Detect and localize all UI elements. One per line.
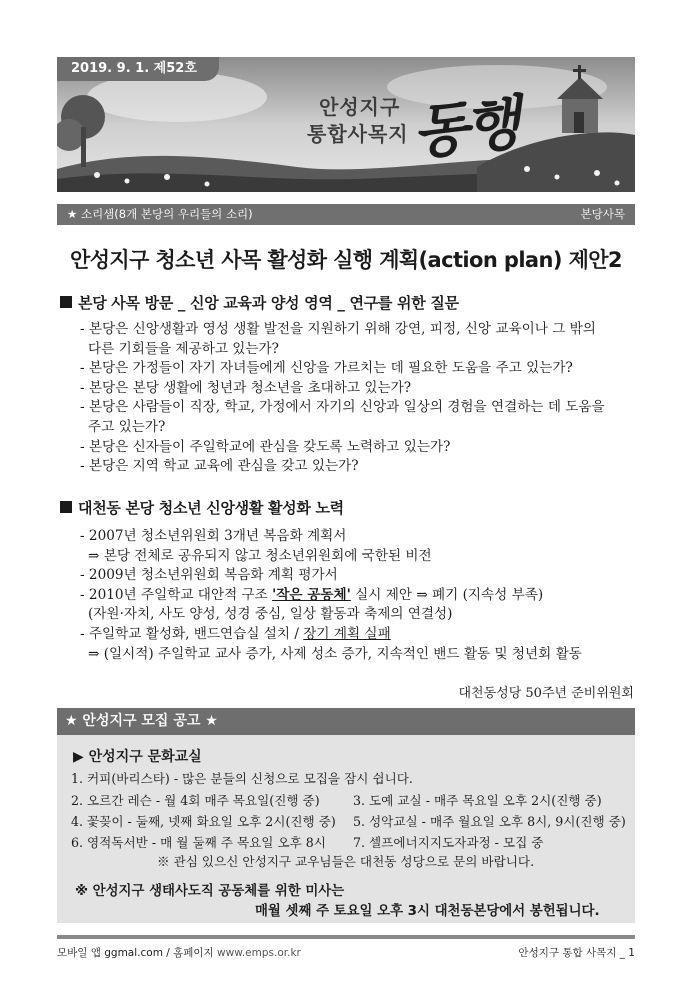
publication-title-line2: 통합사목지 bbox=[307, 122, 409, 146]
publication-logo: 동행 bbox=[409, 88, 520, 168]
article-signature: 대천동성당 50주년 준비위원회 bbox=[458, 686, 634, 701]
section2-history-list bbox=[80, 527, 640, 664]
text-span: - 주일학교 활성화, 밴드연습실 설치 / bbox=[80, 625, 304, 642]
mass-notice-line2: 매월 셋째 주 토요일 오후 3시 대천동본당에서 봉헌됩니다. bbox=[255, 904, 600, 919]
footer-divider bbox=[57, 935, 635, 939]
square-bullet-icon bbox=[60, 501, 72, 513]
footer-contact bbox=[57, 945, 301, 960]
notice-item: 5. 성악교실 - 매주 월요일 오후 8시, 9시(진행 중) bbox=[353, 814, 626, 829]
footer-contact-text: 모바일 앱 ggmal.com / 홈페이지 bbox=[57, 947, 218, 959]
section2-heading-text: 대천동 본당 청소년 신앙생활 활성화 노력 bbox=[78, 499, 344, 517]
section2-heading bbox=[60, 497, 344, 518]
notice-item: 3. 도예 교실 - 매주 목요일 오후 2시(진행 중) bbox=[353, 793, 602, 808]
notice-inquiry-note: ※ 관심 있으신 안성지구 교우님들은 대천동 성당으로 문의 바랍니다. bbox=[157, 854, 535, 869]
notice-item: 4. 꽃꽂이 - 둘째, 넷째 화요일 오후 2시(진행 중) bbox=[71, 814, 336, 829]
list-item-line: - 본당은 신앙생활과 영성 생활 발전을 지원하기 위해 강연, 피정, 신앙 교육이나 그 밖의 bbox=[80, 321, 596, 337]
list-item-line: - 본당은 가정들이 자기 자녀들에게 신앙을 가르치는 데 필요한 도움을 주고 있는가? bbox=[80, 360, 573, 377]
section1-heading-text: 본당 사목 방문 _ 신앙 교육과 양성 영역 _ 연구를 위한 질문 bbox=[78, 294, 459, 312]
list-item bbox=[80, 320, 640, 359]
list-item bbox=[80, 398, 640, 437]
section-category: 본당사목 bbox=[580, 207, 625, 221]
list-item bbox=[80, 457, 640, 477]
section-sublabel: (8개 본당의 우리들의 소리) bbox=[114, 207, 253, 221]
notice-item: 1. 커피(바리스타) - 많은 분들의 신청으로 모집을 잠시 쉽니다. bbox=[71, 771, 413, 786]
list-item bbox=[80, 379, 640, 399]
section-bar bbox=[57, 204, 635, 225]
notice-heading-text: ★ 안성지구 모집 공고 ★ bbox=[65, 713, 218, 729]
list-item-line: - 본당은 신자들이 주일학교에 관심을 갖도록 노력하고 있는가? bbox=[80, 438, 451, 455]
list-item-result: ⇒ 본당 전체로 공유되지 않고 청소년위원회에 국한된 비전 bbox=[88, 547, 432, 564]
text-span: 실시 제안 ⇒ 폐기 (지속성 부족) bbox=[350, 586, 544, 603]
list-item-detail: (자원·자치, 사도 양성, 성경 중심, 일상 활동과 축제의 연결성) bbox=[88, 606, 453, 623]
list-item-line: - 본당은 사람들이 직장, 학교, 가정에서 자기의 신앙과 일상의 경험을 연결하는 데 도움을 bbox=[80, 399, 605, 416]
list-item bbox=[80, 625, 640, 645]
list-item bbox=[80, 438, 640, 458]
notice-item: 7. 셀프에너지지도자과정 - 모집 중 bbox=[353, 835, 544, 850]
article-title: 안성지구 청소년 사목 활성화 실행 계획(action plan) 제안2 bbox=[70, 248, 622, 272]
list-item-line: - 본당은 본당 생활에 청년과 청소년을 초대하고 있는가? bbox=[80, 379, 412, 396]
list-item-line: - 본당은 지역 학교 교육에 관심을 갖고 있는가? bbox=[80, 458, 359, 475]
publication-title-line1: 안성지구 bbox=[319, 95, 401, 119]
notice-heading bbox=[57, 708, 635, 735]
emphasis-text: 장기 계획 실패 bbox=[303, 625, 391, 642]
notice-subheading: ▶ 안성지구 문화교실 bbox=[73, 749, 202, 765]
list-item bbox=[80, 359, 640, 379]
mass-notice-line1: ※ 안성지구 생태사도직 공동체를 위한 미사는 bbox=[75, 884, 345, 899]
list-item: - 2009년 청소년위원회 복음화 계획 평가서 bbox=[80, 567, 338, 584]
list-item-result: ⇒ (일시적) 주일학교 교사 증가, 사제 성소 증가, 지속적인 밴드 활동 및 청년회 활동 bbox=[88, 645, 582, 662]
section1-heading bbox=[60, 292, 459, 313]
section-label: 소리샘 bbox=[80, 207, 115, 221]
emphasis-text: '작은 공동체' bbox=[272, 586, 351, 603]
list-item-continuation: 다른 기회들을 제공하고 있는가? bbox=[88, 340, 279, 357]
section-bar-left bbox=[67, 204, 253, 225]
section1-question-list bbox=[80, 320, 640, 477]
recruitment-notice bbox=[57, 708, 635, 923]
list-item: - 2007년 청소년위원회 3개년 복음화 계획서 bbox=[80, 528, 347, 544]
notice-item: 2. 오르간 레슨 - 월 4회 매주 목요일(진행 중) bbox=[71, 793, 320, 808]
footer-page-number: 안성지구 통합 사목지 _ 1 bbox=[518, 947, 635, 959]
square-bullet-icon bbox=[60, 296, 72, 308]
masthead bbox=[57, 57, 635, 192]
issue-date-tab: 2019. 9. 1. 제52호 bbox=[57, 57, 219, 81]
star-icon: ★ bbox=[67, 207, 78, 221]
text-span: - 2010년 주일학교 대안적 구조 bbox=[80, 586, 273, 603]
list-item bbox=[80, 586, 640, 606]
homepage-link[interactable]: www.emps.or.kr bbox=[217, 947, 301, 959]
list-item-continuation: 주고 있는가? bbox=[88, 418, 166, 435]
notice-item: 6. 영적독서반 - 매 월 둘째 주 목요일 오후 8시 bbox=[71, 835, 326, 850]
